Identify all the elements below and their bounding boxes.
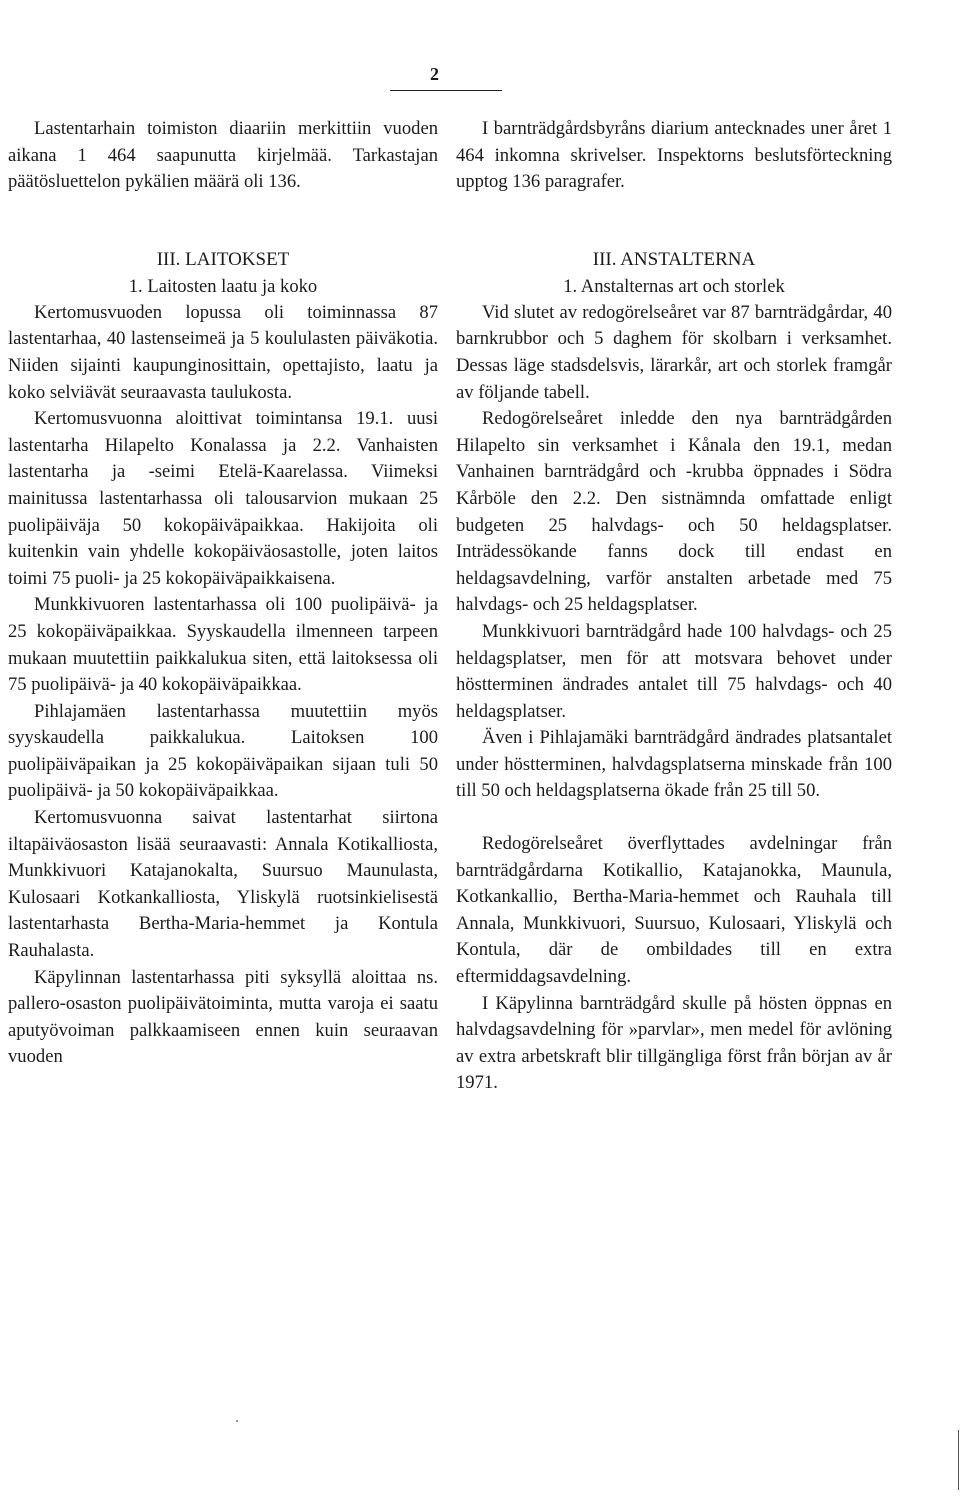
scan-speck	[236, 1420, 238, 1422]
body-paragraph: Kertomusvuonna aloittivat toimintansa 19.1. uusi lastentarha Hilapelto Konalassa ja 2.2. Vanhaisten lastentarha ja -seimi Etelä-Kaarelassa. Viimeksi mainitussa lastentarhassa oli talousarvion mukaan 25 puolipäiväja 50 kokopäiväpaikkaa. Hakijoita oli kuitenkin vain yhdelle kokopäiväosastolle, joten laitos toimi 75 puoli- ja 25 kokopäiväpaikkaisena.	[8, 408, 438, 589]
section-title: III. ANSTALTERNA	[592, 248, 756, 270]
body-paragraph: Vid slutet av redogörelseåret var 87 barnträdgårdar, 40 barnkrubbor och 5 daghem för skolbarn i verksamhet. Dessas läge stadsdelsvis, lärarkår, art och storlek framgår av följande tabell.	[456, 301, 892, 403]
spacer	[456, 196, 892, 246]
body-paragraph: I Käpylinna barnträdgård skulle på hösten öppnas en halvdagsavdelning för »parvlar», men medel för avlöning av extra arbetskraft blir tillgängliga först från början av år 1971.	[456, 992, 892, 1094]
body-paragraph: Även i Pihlajamäki barnträdgård ändrades platsantalet under höstterminen, halvdagsplatserna minskade från 100 till 50 och heldagsplatserna ökade från 25 till 50.	[456, 727, 892, 802]
page-number-rule	[390, 90, 502, 91]
spacer	[456, 805, 892, 831]
scan-edge-mark	[958, 1430, 959, 1490]
body-paragraph: Käpylinnan lastentarhassa piti syksyllä aloittaa ns. pallero-osaston puolipäivätoiminta, mutta varoja ei saatu aputyövoiman palkkaamiseen ennen kuin seuraavan vuoden	[8, 966, 438, 1068]
swedish-column	[456, 116, 892, 1097]
spacer	[8, 196, 438, 246]
page-number: 2	[430, 64, 439, 84]
body-paragraph: Redogörelseåret inledde den nya barnträdgården Hilapelto sin verksamhet i Kånala den 19.1, medan Vanhainen barnträdgård och -krubba öppnades i Södra Kårböle den 2.2. Den sistnämnda omfattade enligt budgeten 25 halvdags- och 50 heldagsplatser. Inträdessökande fanns dock till endast en heldagsavdelning, varför anstalten arbetade med 75 halvdags- och 25 heldagsplatser.	[456, 408, 892, 616]
body-paragraph: Munkkivuori barnträdgård hade 100 halvdags- och 25 heldagsplatser, men för att motsvara behovet under höstterminen ändrades antalet till 75 halvdags- och 40 heldagsplatser.	[456, 620, 892, 722]
intro-paragraph: I barnträdgårdsbyråns diarium antecknades uner året 1 464 inkomna skrivelser. Inspektorns beslutsförteckning upptog 136 paragrafer.	[456, 118, 892, 193]
intro-paragraph: Lastentarhain toimiston diaariin merkittiin vuoden aikana 1 464 saapunutta kirjelmää. Tarkastajan päätösluettelon pykälien määrä oli 136.	[8, 118, 438, 193]
body-paragraph: Redogörelseåret överflyttades avdelningar från barnträdgårdarna Kotikallio, Katajanokka, Maunula, Kotkankallio, Bertha-Maria-hemmet och Rauhala till Annala, Munkkivuori, Suursuo, Kulosaari, Yliskylä och Kontula, där de ombildades till en extra eftermiddagsavdelning.	[456, 833, 892, 988]
finnish-column	[8, 116, 438, 1071]
section-title: III. LAITOKSET	[156, 248, 290, 270]
body-paragraph: Pihlajamäen lastentarhassa muutettiin myös syyskaudella paikkalukua. Laitoksen 100 puolipäiväpaikan ja 25 kokopäiväpaikan sijaan tuli 50 puolipäivä- ja 50 kokopäiväpaikkaa.	[8, 700, 438, 802]
subsection-title: 1. Anstalternas art och storlek	[563, 275, 785, 297]
body-paragraph: Munkkivuoren lastentarhassa oli 100 puolipäivä- ja 25 kokopäiväpaikkaa. Syyskaudella ilmenneen tarpeen mukaan muutettiin paikkalukua siten, että laitoksessa oli 75 puolipäivä- ja 40 kokopäiväpaikkaa.	[8, 594, 438, 696]
subsection-title: 1. Laitosten laatu ja koko	[128, 275, 318, 297]
body-paragraph: Kertomusvuoden lopussa oli toiminnassa 87 lastentarhaa, 40 lastenseimeä ja 5 koululasten päiväkotia. Niiden sijainti kaupunginosittain, opettajisto, laatu ja koko selviävät seuraavasta taulukosta.	[8, 301, 438, 403]
body-paragraph: Kertomusvuonna saivat lastentarhat siirtona iltapäiväosaston lisää seuraavasti: Annala Kotikalliosta, Munkkivuori Katajanokalta, Suursuo Maunulasta, Kulosaari Kotkankalliosta, Yliskylä ruotsinkielisestä lastentarhasta Bertha-Maria-hemmet ja Kontula Rauhalasta.	[8, 807, 438, 962]
